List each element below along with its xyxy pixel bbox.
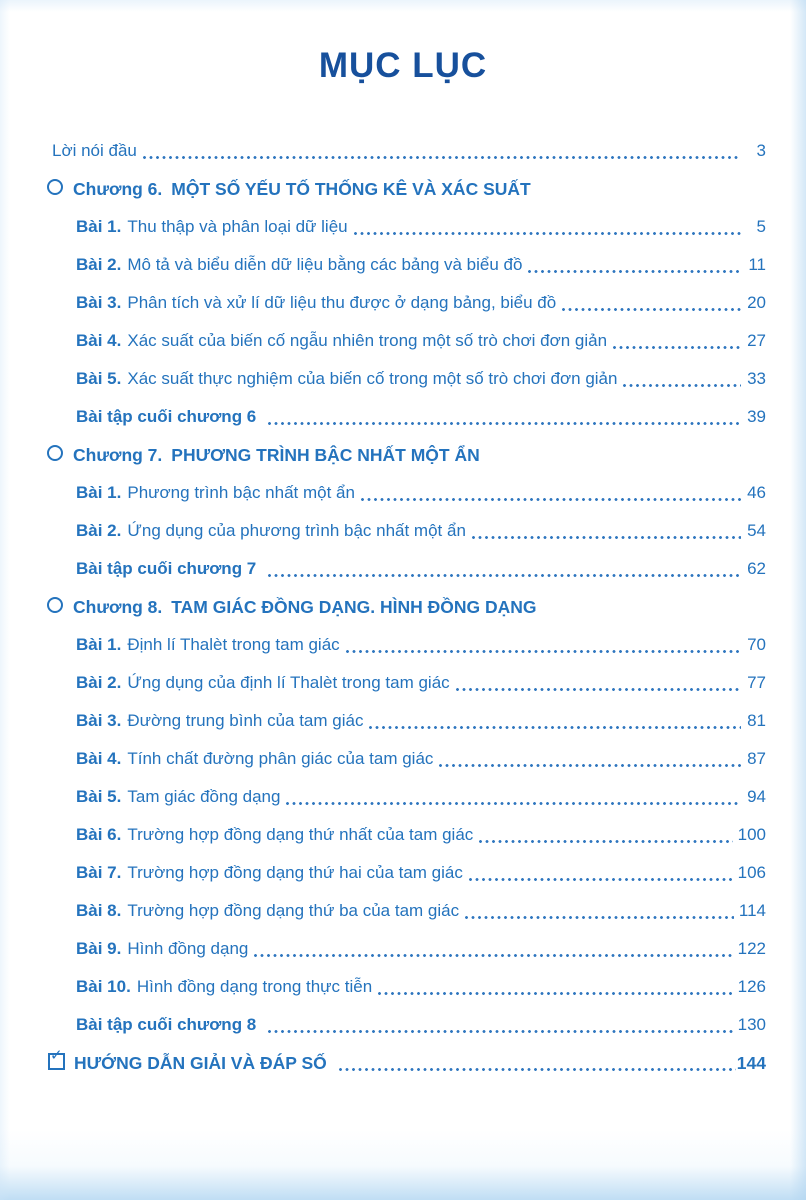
dot-leader bbox=[268, 574, 741, 577]
toc-entry bbox=[52, 930, 766, 968]
entry-title: Hình đồng dạng bbox=[127, 939, 249, 958]
entry-page-number: 3 bbox=[756, 141, 766, 160]
entry-label: Bài 10. bbox=[76, 977, 131, 996]
toc-entry bbox=[52, 550, 766, 588]
toc-entry bbox=[52, 132, 766, 170]
dot-leader bbox=[339, 1068, 736, 1071]
toc-entry bbox=[52, 968, 766, 1006]
entry-title: Ứng dụng của phương trình bậc nhất một ẩn bbox=[127, 521, 466, 540]
entry-page-number: 54 bbox=[747, 521, 766, 540]
toc-entry bbox=[52, 626, 766, 664]
entry-title: Đường trung bình của tam giác bbox=[127, 711, 364, 730]
dot-leader bbox=[562, 308, 741, 311]
entry-label: Chương 7. bbox=[73, 445, 163, 465]
entry-label: HƯỚNG DẪN GIẢI VÀ ĐÁP SỐ bbox=[74, 1053, 327, 1073]
entry-page-number: 39 bbox=[747, 407, 766, 426]
dot-leader bbox=[378, 992, 732, 995]
entry-page-number: 100 bbox=[737, 825, 766, 844]
entry-label: Bài 3. bbox=[76, 711, 122, 730]
entry-page-number: 70 bbox=[747, 635, 766, 654]
toc-list bbox=[52, 132, 766, 1082]
entry-label: Bài 1. bbox=[76, 635, 122, 654]
entry-page-number: 20 bbox=[747, 293, 766, 312]
entry-page-number: 144 bbox=[736, 1053, 766, 1073]
dot-leader bbox=[369, 726, 741, 729]
entry-label: Bài 4. bbox=[76, 749, 122, 768]
dot-leader bbox=[268, 1030, 732, 1033]
chapter-bullet-icon bbox=[47, 597, 63, 613]
entry-page-number: 114 bbox=[738, 901, 766, 920]
entry-page-number: 33 bbox=[747, 369, 766, 388]
toc-entry bbox=[52, 398, 766, 436]
toc-entry bbox=[52, 512, 766, 550]
entry-label: Bài 7. bbox=[76, 863, 122, 882]
dot-leader bbox=[254, 954, 732, 957]
entry-page-number: 62 bbox=[747, 559, 766, 578]
entry-label: Bài tập cuối chương 7 bbox=[76, 559, 257, 578]
entry-label: Bài 1. bbox=[76, 483, 122, 502]
toc-entry bbox=[52, 474, 766, 512]
entry-page-number: 87 bbox=[747, 749, 766, 768]
entry-title: Tam giác đồng dạng bbox=[127, 787, 281, 806]
chapter-bullet-icon bbox=[47, 445, 63, 461]
chapter-bullet-icon bbox=[47, 179, 63, 195]
entry-page-number: 126 bbox=[737, 977, 766, 996]
entry-title: MỘT SỐ YẾU TỐ THỐNG KÊ VÀ XÁC SUẤT bbox=[171, 179, 531, 199]
toc-entry bbox=[52, 854, 766, 892]
entry-page-number: 94 bbox=[747, 787, 766, 806]
entry-label: Bài 8. bbox=[76, 901, 122, 920]
toc-entry bbox=[52, 740, 766, 778]
entry-page-number: 81 bbox=[747, 711, 766, 730]
entry-title: Xác suất của biến cố ngẫu nhiên trong một số trò chơi đơn giản bbox=[127, 331, 608, 350]
toc-entry bbox=[52, 322, 766, 360]
entry-label: Bài tập cuối chương 6 bbox=[76, 407, 257, 426]
entry-title: Định lí Thalèt trong tam giác bbox=[127, 635, 340, 654]
entry-title: Trường hợp đồng dạng thứ ba của tam giác bbox=[127, 901, 460, 920]
toc-entry bbox=[52, 246, 766, 284]
toc-entry bbox=[52, 284, 766, 322]
entry-page-number: 130 bbox=[737, 1015, 766, 1034]
entry-title: Thu thập và phân loại dữ liệu bbox=[127, 217, 348, 236]
toc-entry bbox=[47, 588, 766, 626]
entry-label: Chương 8. bbox=[73, 597, 163, 617]
dot-leader bbox=[465, 916, 734, 919]
entry-label: Bài 2. bbox=[76, 673, 122, 692]
entry-title: Phân tích và xử lí dữ liệu thu được ở dạng bảng, biểu đồ bbox=[127, 293, 557, 312]
entry-title: Ứng dụng của định lí Thalèt trong tam giác bbox=[127, 673, 450, 692]
toc-entry bbox=[52, 1006, 766, 1044]
dot-leader bbox=[469, 878, 733, 881]
checked-box-icon bbox=[48, 1053, 65, 1070]
dot-leader bbox=[143, 156, 741, 159]
toc-entry bbox=[47, 170, 766, 208]
entry-label: Chương 6. bbox=[73, 179, 163, 199]
entry-page-number: 5 bbox=[756, 217, 766, 236]
dot-leader bbox=[479, 840, 732, 843]
toc-entry bbox=[52, 778, 766, 816]
entry-label: Bài 3. bbox=[76, 293, 122, 312]
dot-leader bbox=[268, 422, 741, 425]
entry-label: Bài 6. bbox=[76, 825, 122, 844]
toc-entry bbox=[47, 436, 766, 474]
dot-leader bbox=[354, 232, 741, 235]
entry-title: Trường hợp đồng dạng thứ hai của tam giác bbox=[127, 863, 463, 882]
entry-label: Bài 2. bbox=[76, 255, 122, 274]
entry-page-number: 11 bbox=[748, 255, 766, 274]
toc-entry bbox=[52, 360, 766, 398]
entry-label: Bài 4. bbox=[76, 331, 122, 350]
entry-label: Bài 1. bbox=[76, 217, 122, 236]
toc-entry bbox=[52, 702, 766, 740]
entry-page-number: 46 bbox=[747, 483, 766, 502]
entry-label: Bài 5. bbox=[76, 787, 122, 806]
entry-page-number: 106 bbox=[737, 863, 766, 882]
entry-title: Xác suất thực nghiệm của biến cố trong một số trò chơi đơn giản bbox=[127, 369, 618, 388]
entry-title: PHƯƠNG TRÌNH BẬC NHẤT MỘT ẨN bbox=[171, 445, 480, 465]
toc-entry bbox=[52, 208, 766, 246]
toc-entry bbox=[52, 664, 766, 702]
dot-leader bbox=[286, 802, 741, 805]
dot-leader bbox=[439, 764, 741, 767]
entry-title: Tính chất đường phân giác của tam giác bbox=[127, 749, 434, 768]
entry-title: Phương trình bậc nhất một ẩn bbox=[127, 483, 355, 502]
entry-label: Bài tập cuối chương 8 bbox=[76, 1015, 257, 1034]
entry-label: Bài 9. bbox=[76, 939, 122, 958]
entry-title: Trường hợp đồng dạng thứ nhất của tam giác bbox=[127, 825, 474, 844]
dot-leader bbox=[361, 498, 741, 501]
dot-leader bbox=[472, 536, 741, 539]
page-title: MỤC LỤC bbox=[318, 46, 488, 85]
entry-title: Lời nói đầu bbox=[52, 141, 137, 160]
dot-leader bbox=[528, 270, 741, 273]
entry-title: Mô tả và biểu diễn dữ liệu bằng các bảng và biểu đồ bbox=[127, 255, 523, 274]
dot-leader bbox=[346, 650, 741, 653]
toc-entry bbox=[52, 892, 766, 930]
entry-page-number: 27 bbox=[747, 331, 766, 350]
entry-label: Bài 5. bbox=[76, 369, 122, 388]
toc-entry bbox=[52, 816, 766, 854]
entry-page-number: 122 bbox=[737, 939, 766, 958]
entry-title: TAM GIÁC ĐỒNG DẠNG. HÌNH ĐỒNG DẠNG bbox=[171, 597, 537, 617]
dot-leader bbox=[456, 688, 741, 691]
entry-page-number: 77 bbox=[747, 673, 766, 692]
dot-leader bbox=[623, 384, 741, 387]
toc-entry bbox=[48, 1044, 766, 1082]
entry-title: Hình đồng dạng trong thực tiễn bbox=[136, 977, 373, 996]
entry-label: Bài 2. bbox=[76, 521, 122, 540]
dot-leader bbox=[613, 346, 741, 349]
